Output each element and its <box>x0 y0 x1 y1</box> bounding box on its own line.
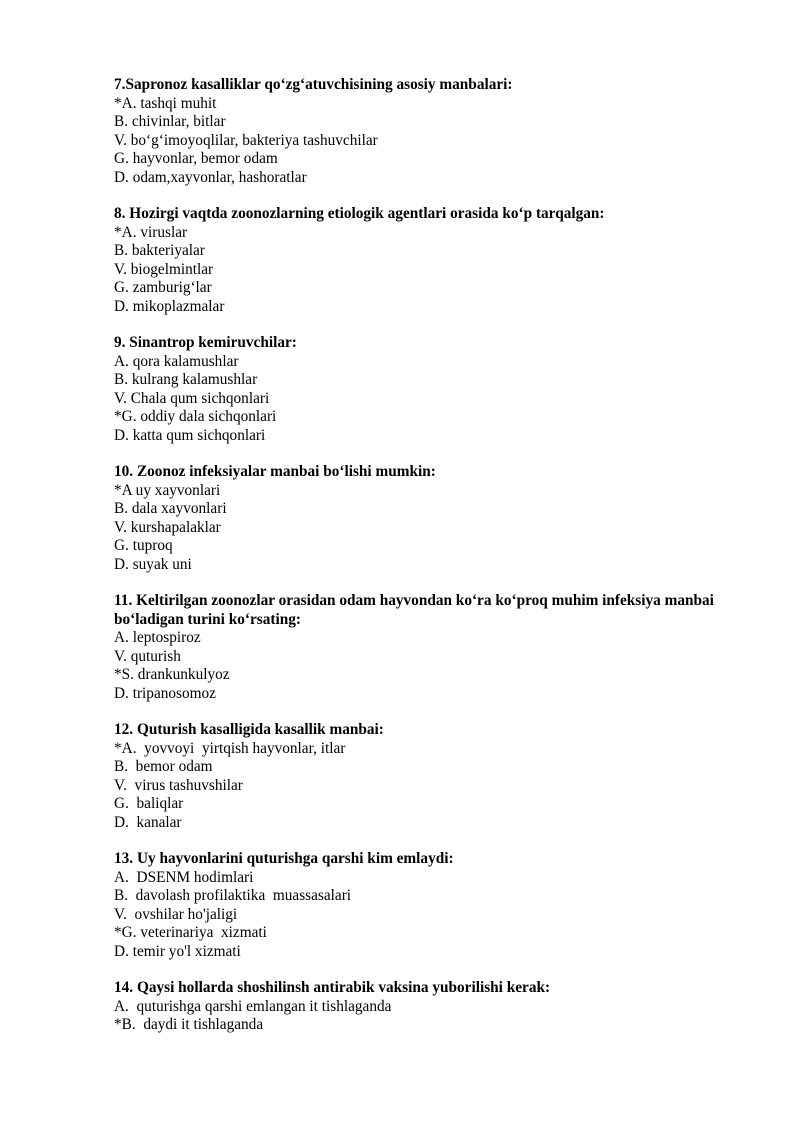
answer-option: V. bo‘g‘imoyoqlilar, bakteriya tashuvchilar <box>114 131 378 149</box>
question-title: 11. Keltirilgan zoonozlar orasidan odam hayvondan ko‘ra ko‘proq muhim infeksiya manbai bo‘ladigan turini ko‘rsating: <box>114 592 714 628</box>
answer-option: D. kanalar <box>114 813 182 831</box>
answer-list <box>114 740 714 833</box>
answer-option: *G. oddiy dala sichqonlari <box>114 408 277 425</box>
answer-option: V. virus tashuvshilar <box>114 776 243 794</box>
question-7 <box>114 76 714 187</box>
question-8 <box>114 205 714 316</box>
answer-option: A. DSENM hodimlari <box>114 868 254 886</box>
answer-option: V. Chala qum sichqonlari <box>114 389 270 407</box>
answer-list <box>114 998 714 1035</box>
answer-option: *G. veterinariya xizmati <box>114 924 267 941</box>
answer-option: V. ovshilar ho'jaligi <box>114 905 238 923</box>
question-12 <box>114 721 714 832</box>
answer-option: V. quturish <box>114 647 181 665</box>
answer-option: G. hayvonlar, bemor odam <box>114 150 278 167</box>
answer-option: *A. yovvoyi yirtqish hayvonlar, itlar <box>114 739 346 757</box>
question-10 <box>114 463 714 574</box>
answer-list <box>114 95 714 188</box>
question-11 <box>114 592 714 703</box>
answer-option: V. kurshapalaklar <box>114 518 221 536</box>
answer-option: A. leptospiroz <box>114 629 201 646</box>
question-title: 14. Qaysi hollarda shoshilinsh antirabik vaksina yuborilishi kerak: <box>114 979 551 996</box>
document-page <box>114 76 714 1053</box>
answer-option: G. tuproq <box>114 537 173 554</box>
answer-option: D. odam,xayvonlar, hashoratlar <box>114 168 307 186</box>
answer-option: A. qora kalamushlar <box>114 352 239 370</box>
answer-list <box>114 629 714 703</box>
answer-option: D. suyak uni <box>114 555 192 573</box>
question-9 <box>114 334 714 445</box>
answer-option: B. bemor odam <box>114 758 213 775</box>
question-title: 9. Sinantrop kemiruvchilar: <box>114 334 297 351</box>
answer-option: *A. viruslar <box>114 223 188 241</box>
answer-list <box>114 869 714 962</box>
question-13 <box>114 850 714 961</box>
answer-option: B. bakteriyalar <box>114 242 205 259</box>
answer-option: B. kulrang kalamushlar <box>114 371 258 388</box>
question-title: 10. Zoonoz infeksiyalar manbai bo‘lishi mumkin: <box>114 463 436 480</box>
question-title: 7.Sapronoz kasalliklar qo‘zg‘atuvchisining asosiy manbalari: <box>114 76 513 93</box>
answer-option: D. tripanosomoz <box>114 684 216 702</box>
answer-option: *S. drankunkulyoz <box>114 666 230 683</box>
answer-option: B. dala xayvonlari <box>114 500 227 517</box>
answer-option: *A. tashqi muhit <box>114 94 217 112</box>
answer-option: G. zamburig‘lar <box>114 279 212 296</box>
answer-option: V. biogelmintlar <box>114 260 214 278</box>
answer-list <box>114 224 714 317</box>
answer-list <box>114 353 714 446</box>
answer-list <box>114 482 714 575</box>
question-title: 8. Hozirgi vaqtda zoonozlarning etiologik agentlari orasida ko‘p tarqalgan: <box>114 205 605 222</box>
answer-option: D. mikoplazmalar <box>114 297 225 315</box>
answer-option: A. quturishga qarshi emlangan it tishlaganda <box>114 997 392 1015</box>
question-title: 12. Quturish kasalligida kasallik manbai: <box>114 721 384 738</box>
question-14 <box>114 979 714 1035</box>
answer-option: G. baliqlar <box>114 795 184 812</box>
answer-option: *A uy xayvonlari <box>114 481 221 499</box>
answer-option: B. davolash profilaktika muassasalari <box>114 887 352 904</box>
answer-option: D. katta qum sichqonlari <box>114 426 266 444</box>
answer-option: *B. daydi it tishlaganda <box>114 1016 264 1033</box>
answer-option: D. temir yo'l xizmati <box>114 942 241 960</box>
answer-option: B. chivinlar, bitlar <box>114 113 226 130</box>
question-title: 13. Uy hayvonlarini quturishga qarshi kim emlaydi: <box>114 850 454 867</box>
